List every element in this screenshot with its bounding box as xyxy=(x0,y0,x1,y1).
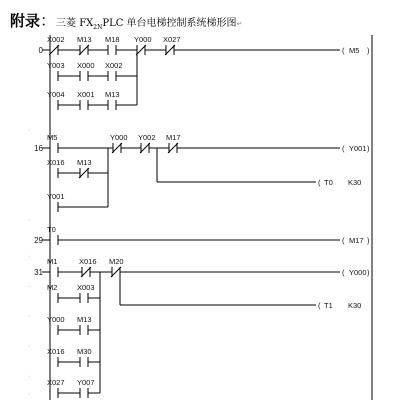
rung-3-timer-1-label: T1 xyxy=(324,301,333,310)
rung-0-branch-1-contact-1-label: X001 xyxy=(77,90,95,99)
rung-1-coil-0-open: ( xyxy=(342,144,345,153)
rung-0-contact-1-label: M13 xyxy=(77,35,92,44)
rung-3-timer-1-open: ( xyxy=(318,301,321,310)
rung-1-coil-0-label: Y001 xyxy=(349,144,367,153)
rung-1-branch-0-contact-0-label: X016 xyxy=(47,158,65,167)
rung-3-branch-2-contact-1-label: M30 xyxy=(77,347,92,356)
step-number-3: 31 xyxy=(34,268,43,277)
rung-0-branch-0-contact-2-label: X002 xyxy=(105,61,123,70)
rung-3-branch-3-contact-0-label: X027 xyxy=(47,378,65,387)
rung-2-coil-0-label: M17 xyxy=(349,236,364,245)
title-sub-b: 2N xyxy=(93,24,103,31)
rung-0-contact-2-label: M18 xyxy=(105,35,120,44)
rung-0-branch-1-contact-0-label: Y004 xyxy=(47,90,65,99)
step-number-0: 0 xyxy=(38,46,43,55)
rung-1-timer-1-open: ( xyxy=(318,178,321,187)
rung-3-coil-0-open: ( xyxy=(342,268,345,277)
rung-3-branch-2-contact-0-label: X016 xyxy=(47,347,65,356)
step-number-2: 29 xyxy=(34,236,43,245)
rung-0-coil-0-open: ( xyxy=(342,46,345,55)
rung-1-branch-1-contact-0-label: Y001 xyxy=(47,192,65,201)
rung-1-branch-0-contact-1-label: M13 xyxy=(77,158,92,167)
rung-0-branch-0-contact-0-label: Y003 xyxy=(47,61,65,70)
paragraph-mark-icon: ↵ xyxy=(236,21,243,28)
title-sub-a: 三菱 FX xyxy=(56,18,94,29)
rung-2-coil-0-open: ( xyxy=(342,236,345,245)
rung-0-coil-0-close: ) xyxy=(367,46,370,55)
margin-mark-2: · xyxy=(28,253,31,260)
rung-0-branch-1-contact-2-label: M13 xyxy=(105,90,120,99)
margin-mark-1: · xyxy=(28,217,31,224)
rung-3-contact-1-label: X016 xyxy=(79,257,97,266)
rung-3-branch-0-contact-0-label: M2 xyxy=(47,283,58,292)
rung-1-contact-1-label: Y000 xyxy=(110,133,128,142)
rung-3-contact-0-label: M1 xyxy=(47,257,58,266)
rung-1-contact-2-label: Y002 xyxy=(138,133,156,142)
rung-3-timer-1-value: K30 xyxy=(348,301,362,310)
margin-mark-5: · xyxy=(28,343,31,350)
rung-3-branch-0-contact-1-label: X003 xyxy=(77,283,95,292)
rung-3-contact-2-label: M20 xyxy=(109,257,124,266)
margin-mark-0: · xyxy=(28,127,31,134)
rung-1-coil-0-close: ) xyxy=(367,144,370,153)
rung-1-contact-0-label: M5 xyxy=(47,133,58,142)
rung-3-coil-0-label: Y000 xyxy=(349,268,367,277)
step-number-1: 16 xyxy=(34,144,43,153)
rung-2-coil-0-close: ) xyxy=(367,236,370,245)
rung-3-branch-1-contact-0-label: Y000 xyxy=(47,315,65,324)
title-sub-c: PLC 单台电梯控制系统梯形图 xyxy=(102,18,237,29)
rung-0-contact-3-label: Y000 xyxy=(134,35,152,44)
margin-mark-4: · xyxy=(28,313,31,320)
margin-mark-7: · xyxy=(28,391,31,398)
margin-mark-6: · xyxy=(28,373,31,380)
title-main: 附录 xyxy=(10,12,41,30)
rung-0-branch-0-contact-1-label: X000 xyxy=(77,61,95,70)
rung-0-contact-0-label: X002 xyxy=(47,35,65,44)
rung-3-coil-0-close: ) xyxy=(367,268,370,277)
rung-0-coil-0-label: M5 xyxy=(349,46,360,55)
title-colon: ： xyxy=(40,13,57,30)
rung-1-contact-3-label: M17 xyxy=(166,133,181,142)
rung-1-timer-1-value: K30 xyxy=(348,178,362,187)
rung-1-timer-1-label: T0 xyxy=(324,178,333,187)
rung-2-contact-0-label: T0 xyxy=(47,225,56,234)
rung-3-branch-3-contact-1-label: Y007 xyxy=(77,378,95,387)
rung-0-contact-4-label: X027 xyxy=(163,35,181,44)
margin-mark-3: · xyxy=(28,283,31,290)
rung-3-branch-1-contact-1-label: M13 xyxy=(77,315,92,324)
